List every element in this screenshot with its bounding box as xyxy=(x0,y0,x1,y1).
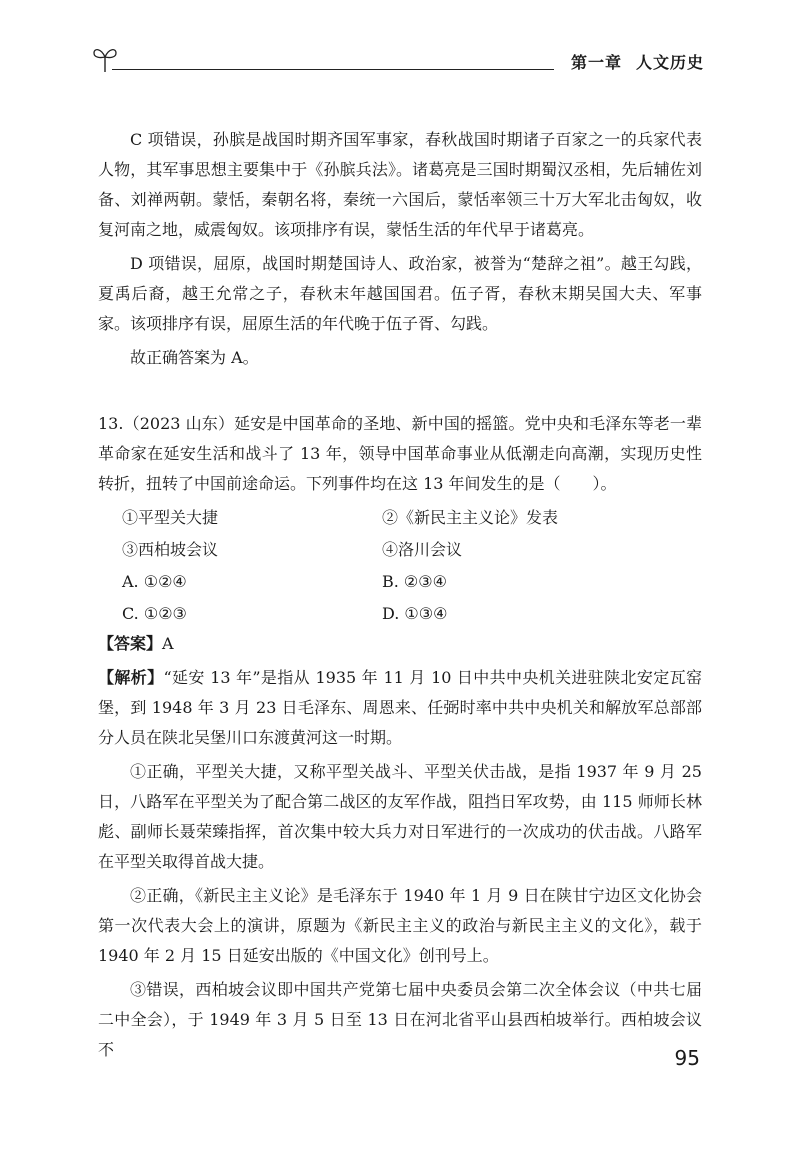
answer-choice: B. ②③④ xyxy=(382,572,447,591)
question-item: ①平型关大捷 xyxy=(122,508,219,527)
chapter-number: 第一章 xyxy=(570,53,622,72)
analysis-label: 【解析】 xyxy=(98,668,164,687)
question-item: ④洛川会议 xyxy=(382,540,463,559)
chapter-section: 人文历史 xyxy=(635,53,704,72)
answer-choice: D. ①③④ xyxy=(382,604,448,623)
paragraph-d-option: D 项错误，屈原，战国时期楚国诗人、政治家，被誉为“楚辞之祖”。越王勾践，夏禹后裔，越王允常之子，春秋末年越国国君。伍子胥，春秋末期吴国大夫、军事家。该项排序有误，屈原生活的年代晚于伍子胥、勾践。 xyxy=(98,254,702,333)
answer-value: A xyxy=(162,634,174,653)
analysis-intro xyxy=(98,663,702,753)
header-rule xyxy=(112,69,554,70)
question-items xyxy=(98,503,702,629)
question-item: ②《新民主主义论》发表 xyxy=(382,508,559,527)
page-header xyxy=(92,42,704,78)
answer-choice: C. ①②③ xyxy=(122,604,187,623)
analysis-point: ①正确，平型关大捷，又称平型关战斗、平型关伏击战，是指 1937 年 9 月 25 日，八路军在平型关为了配合第二战区的友军作战，阻挡日军攻势，由 115 师师长林彪、副师长聂荣臻指挥，首次集中较大兵力对日军进行的一次成功的伏击战。八路军在平型关取得首战大捷。 xyxy=(98,762,702,871)
chapter-title xyxy=(571,50,704,73)
page-body xyxy=(98,125,702,1069)
question-item: ③西柏坡会议 xyxy=(122,540,219,559)
page-number: 95 xyxy=(674,1046,700,1070)
question-stem: 13.（2023 山东）延安是中国革命的圣地、新中国的摇篮。党中央和毛泽东等老一辈革命家在延安生活和战斗了 13 年，领导中国革命事业从低潮走向高潮，实现历史性转折，扭转了中国前途命运。下列事件均在这 13 年间发生的是（ ）。 xyxy=(98,414,702,493)
analysis-point: ②正确，《新民主主义论》是毛泽东于 1940 年 1 月 9 日在陕甘宁边区文化协会第一次代表大会上的演讲，原题为《新民主主义的政治与新民主主义的文化》，载于 1940 年 2 月 15 日延安出版的《中国文化》创刊号上。 xyxy=(98,886,702,965)
paragraph-conclusion: 故正确答案为 A。 xyxy=(130,348,259,367)
answer-line xyxy=(98,629,702,659)
answer-label: 【答案】 xyxy=(98,634,163,653)
paragraph-c-option: C 项错误，孙膑是战国时期齐国军事家，春秋战国时期诸子百家之一的兵家代表人物，其军事思想主要集中于《孙膑兵法》。诸葛亮是三国时期蜀汉丞相，先后辅佐刘备、刘禅两朝。蒙恬，秦朝名将，秦统一六国后，蒙恬率领三十万大军北击匈奴，收复河南之地，威震匈奴。该项排序有误，蒙恬生活的年代早于诸葛亮。 xyxy=(98,130,702,239)
analysis-point: ③错误，西柏坡会议即中国共产党第七届中央委员会第二次全体会议（中共七届二中全会），于 1949 年 3 月 5 日至 13 日在河北省平山县西柏坡举行。西柏坡会议不 xyxy=(98,980,702,1059)
analysis-intro-text: “延安 13 年”是指从 1935 年 11 月 10 日中共中央机关进驻陕北安定瓦窑堡，到 1948 年 3 月 23 日毛泽东、周恩来、任弼时率中共中央机关和解放军总部部分人员在陕北吴堡川口东渡黄河这一时期。 xyxy=(98,668,702,747)
answer-choice: A. ①②④ xyxy=(122,572,187,591)
